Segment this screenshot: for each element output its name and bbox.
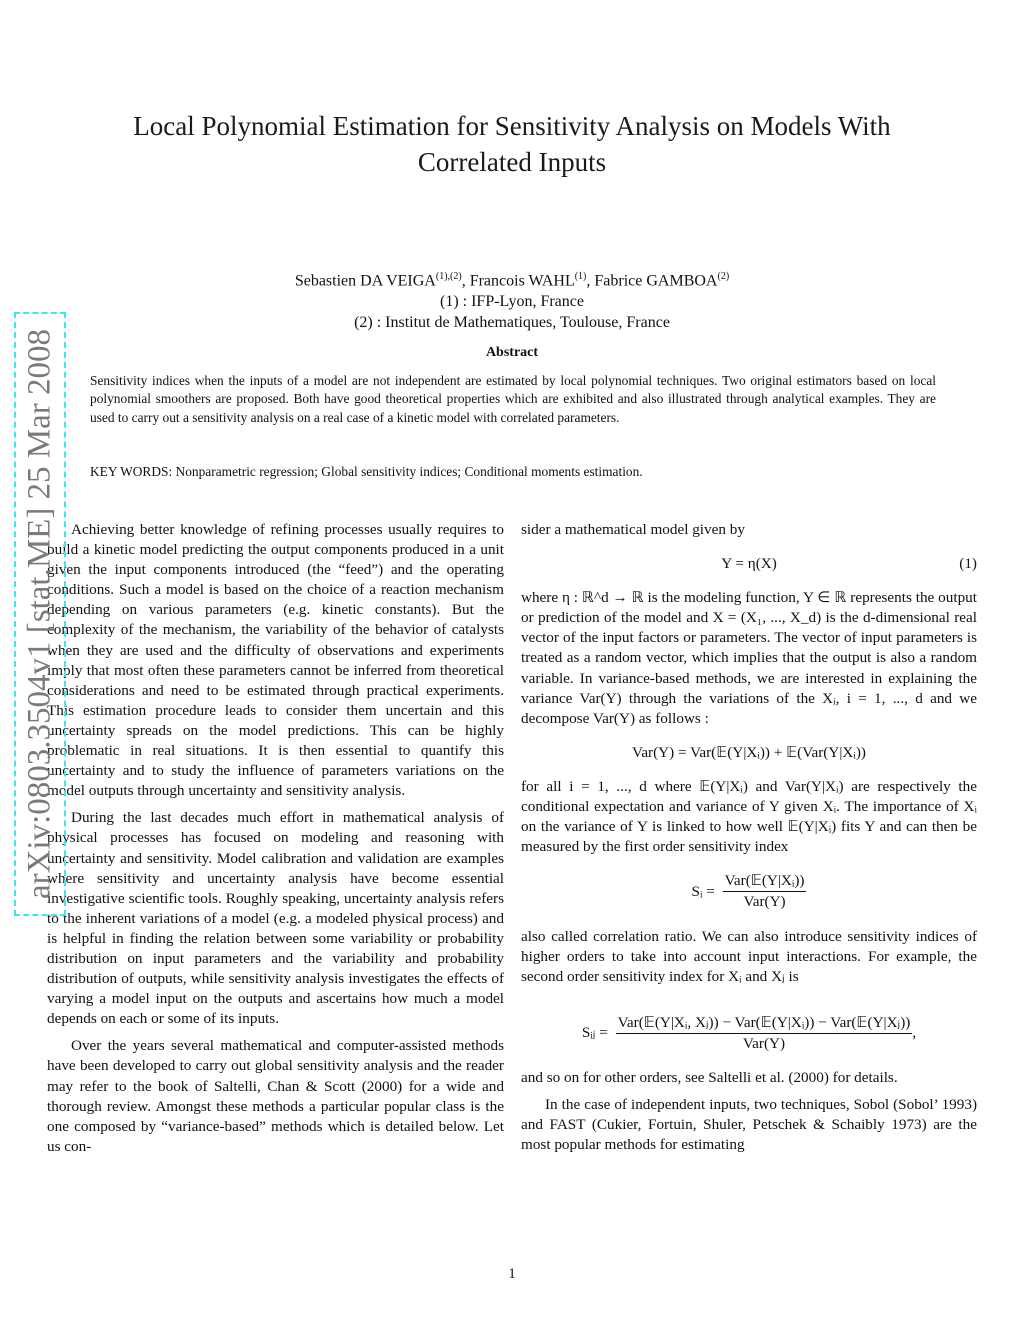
author-3-affil: (2) (717, 271, 730, 282)
fraction-numerator: Var(𝔼(Y|Xᵢ, Xⱼ)) − Var(𝔼(Y|Xᵢ)) − Var(𝔼(Y|Xⱼ)) (616, 1013, 913, 1034)
equation-1-number: (1) (959, 555, 977, 573)
author-line: Sebastien DA $VEIGA^{(1),(2)}$, Francois WAHL$^{(1)}$, Fabrice GAMBOA$^{(2)}$ (294, 271, 730, 290)
paper-title: Local Polynomial Estimation for Sensitivity Analysis on Models With Correlated Inputs (133, 111, 891, 177)
equation-1 (521, 554, 977, 574)
left-column (47, 520, 504, 1157)
right-column (521, 520, 977, 1155)
fraction-first-order (723, 871, 807, 912)
author-1-affil: (1),(2) (435, 271, 462, 282)
equation-second-order-index (521, 1013, 977, 1054)
abstract-heading: Abstract (485, 345, 539, 360)
equation-first-order-index (521, 871, 977, 912)
equation-first-order-lhs: Sᵢ = (691, 882, 715, 900)
affiliation-2: (2) : Institut de Mathematiques, Toulouse, France (354, 314, 670, 332)
paragraph-model: sider a mathematical model given by (521, 521, 745, 538)
equation-variance-decomposition: Var(Y) = Var(𝔼(Y|Xᵢ)) + 𝔼(Var(Y|Xᵢ)) (632, 743, 866, 761)
equation-comma: , (912, 1023, 917, 1041)
paragraph-definition: where η : ℝ^d → ℝ is the modeling function, Y ∈ ℝ represents the output or prediction of the model and X = (X₁, ..., X_d) is the d-dimensional real vector of the input factors or parameters. The vector of input parameters is treated as a random vector, which implies that the output is also a random variable. In variance-based methods, we are interested in explaining the variance Var(Y) through the variations of the Xᵢ, i = 1, ..., d and we decompose Var(Y) as follows : (521, 589, 977, 727)
paragraph-intro-3: Over the years several mathematical and computer-assisted methods have been developed to carry out global sensitivity analysis and the reader may refer to the book of Saltelli, Chan & Scott (2000) for a wide and thorough review. Amongst these methods a particular popular class is the one composed by “variance-based” methods which is detailed below. Let us con- (47, 1037, 504, 1155)
author-3: Fabrice GAMBOA (594, 272, 718, 290)
fraction-second-order (616, 1013, 913, 1054)
paragraph-intro-1: Achieving better knowledge of refining processes usually requires to build a kinetic model predicting the output components produced in a unit given the input components introduced (the “feed”) and the operating conditions. Such a model is based on the choice of a reaction mechanism depending on various parameters (e.g. kinetic constants). But the complexity of the mechanism, the variability of the behavior of catalysts when they are used and the difficulty of observations and experiments imply that most often these parameters cannot be inferred from theoretical considerations and need to be estimated through practical experiments. This estimation procedure leads to consider them uncertain and this uncertainty spreads on the model predictions. This can be highly problematic in real situations. It is then essential to quantify this uncertainty and to study the influence of parameters variations on the model outputs through uncertainty and sensitivity analysis. (47, 521, 504, 800)
paragraph-independent-inputs: In the case of independent inputs, two techniques, Sobol (Sobol’ 1993) and FAST (Cukier, Fortuin, Shuler, Petschek & Schaibly 1973) are the most popular methods for estimating (521, 1096, 977, 1154)
affiliation-1: (1) : IFP-Lyon, France (440, 293, 584, 311)
fraction-denominator: Var(Y) (743, 893, 786, 911)
paragraph-higher-order: also called correlation ratio. We can also introduce sensitivity indices of higher orders to take into account input interactions. For example, the second order sensitivity index for Xᵢ and Xⱼ is (521, 927, 977, 985)
author-2: Francois WAHL (469, 272, 575, 290)
abstract-text: Sensitivity indices when the inputs of a model are not independent are estimated by local polynomial techniques. Two original estimators based on local polynomial smoothers are proposed. Both have good theoretical properties which are exhibited and also illustrated through analytical examples. They are used to carry out a sensitivity analysis on a real case of a kinetic model with correlated parameters. (90, 373, 936, 425)
arxiv-watermark[interactable] (14, 312, 66, 916)
equation-second-order-lhs: Sᵢⱼ = (581, 1024, 608, 1042)
fraction-denominator: Var(Y) (742, 1034, 786, 1052)
author-2-affil: (1) (574, 271, 587, 282)
author-1: Sebastien DA VEIGA (294, 272, 436, 290)
paragraph-intro-2: During the last decades much effort in mathematical analysis of physical processes has focused on modeling and reasoning with uncertainty and sensitivity. Model calibration and validation are examples where sensitivity and uncertainty analysis have become essential investigative scientific tools. Roughly speaking, uncertainty analysis refers to the inherent variations of a model (e.g. a modeled physical process) and is helpful in finding the relation between some variability or probability distribution on input parameters and the variability and probability distribution of outputs, while sensitivity analysis investigates the effects of varying a model input on the outputs and ascertains how much a model depends on each or some of its inputs. (47, 809, 504, 1028)
fraction-numerator: Var(𝔼(Y|Xᵢ)) (723, 871, 807, 892)
keywords: KEY WORDS: Nonparametric regression; Global sensitivity indices; Conditional moments estimation. (90, 464, 643, 479)
author-block (150, 266, 874, 333)
paragraph-conditional: for all i = 1, ..., d where 𝔼(Y|Xᵢ) and Var(Y|Xᵢ) are respectively the conditional expectation and variance of Y given Xᵢ. The importance of Xᵢ on the variance of Y is linked to how well 𝔼(Y|Xᵢ) fits Y and can then be measured by the first order sensitivity index (521, 777, 977, 856)
paragraph-other-orders: and so on for other orders, see Saltelli et al. (2000) for details. (521, 1068, 898, 1086)
arxiv-watermark-text: arXiv:0803.3504v1 [stat.ME] 25 Mar 2008 (21, 328, 58, 900)
page-number: 1 (508, 1266, 516, 1282)
equation-1-body: Y = η(X) (721, 555, 777, 573)
